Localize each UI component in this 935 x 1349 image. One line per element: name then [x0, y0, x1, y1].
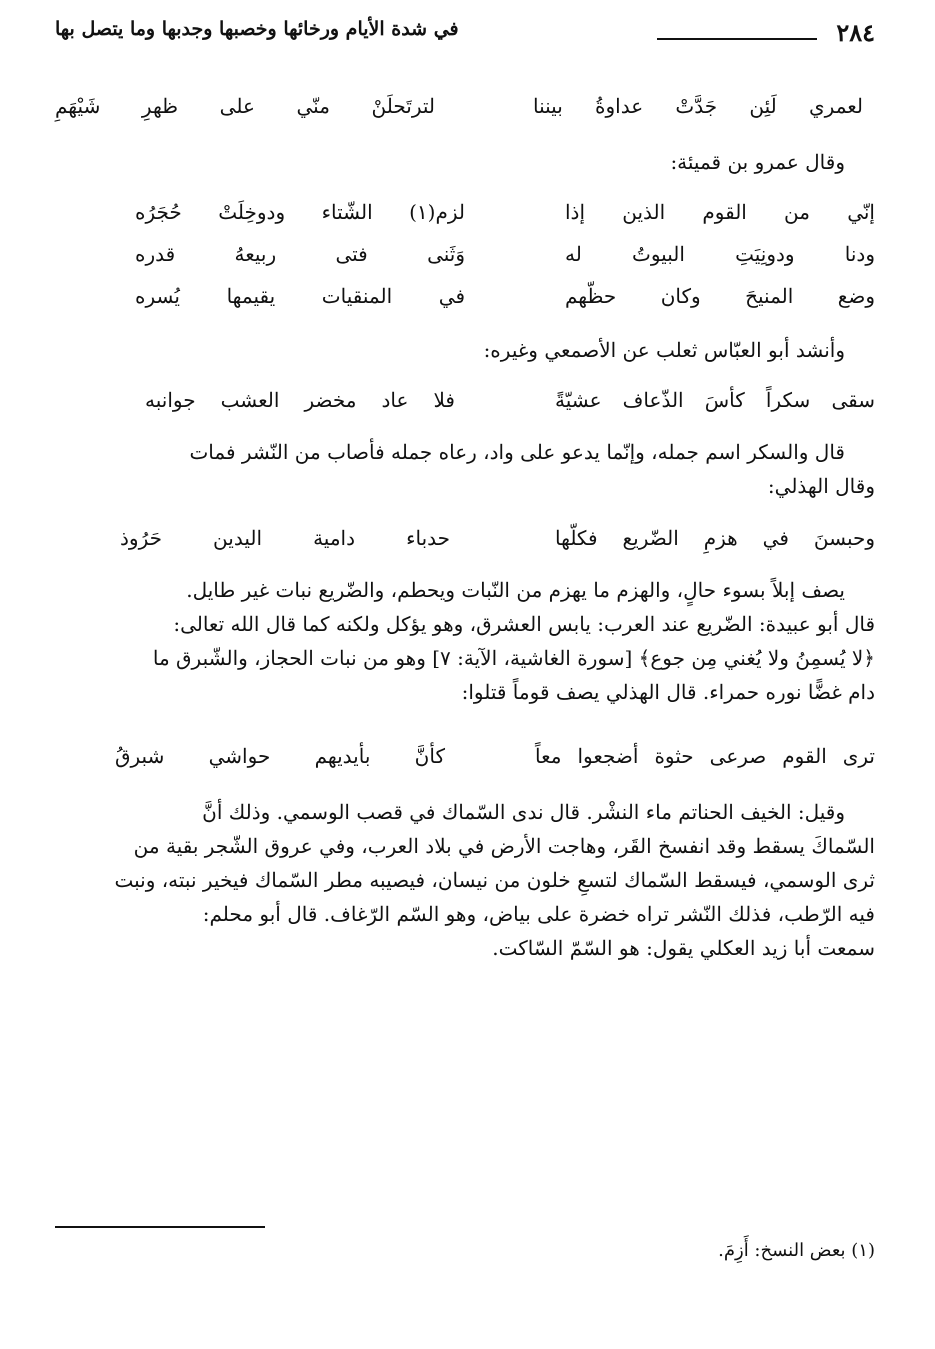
- verse-second-hemistich: حدباء دامية اليدين حَرُوذ: [120, 526, 450, 550]
- verse-first-hemistich: وضع المنيحَ وكان حظّهم: [565, 284, 875, 308]
- verse-line: [55, 198, 875, 228]
- verse-second-hemistich: لزم(١) الشّتاء ودوخِلَتْ حُجَرُه: [135, 200, 465, 224]
- verse-second-hemistich: كأنَّ بأيديهم حواشي شبرقُ: [115, 744, 445, 768]
- verse-line: [55, 524, 875, 554]
- footnote-rule: [55, 1226, 265, 1228]
- verse-first-hemistich: وحبسنَ في هزمِ الضّريع فكلّها: [555, 526, 875, 550]
- text-line: دام غضًّا نوره حمراء. قال الهذلي يصف قوماً قتلوا:: [461, 680, 875, 704]
- page-number: ٢٨٤: [836, 18, 875, 47]
- text-line: وأنشد أبو العبّاس ثعلب عن الأصمعي وغيره:: [483, 338, 845, 362]
- book-page: [55, 14, 875, 1334]
- page-header: [55, 14, 875, 54]
- verse-first-hemistich: ودنا ودونِيَتِ البيوتُ له: [565, 242, 875, 266]
- verse-first-hemistich: إنّي من القوم الذين إذا: [565, 200, 875, 224]
- verse-second-hemistich: لترتَحلَنْ منّي على ظهرِ شَيْهَمِ: [55, 94, 435, 118]
- text-line: فيه الرّطب، فذلك النّشر تراه خضرة على بياض، وهو السّم الرّغاف. قال أبو محلم:: [202, 902, 875, 926]
- text-line: وقال عمرو بن قميئة:: [670, 150, 845, 174]
- text-line: يصف إبلاً بسوء حالٍ، والهزم ما يهزم من النّبات ويحطم، والضّريع نبات غير طايل.: [186, 578, 845, 602]
- verse-line: [55, 742, 875, 772]
- verse-second-hemistich: في المنقيات يقيمها يُسره: [135, 284, 465, 308]
- verse-line: [55, 92, 875, 122]
- verse-second-hemistich: وَثَنى فتى ربيعهُ قدره: [135, 242, 465, 266]
- verse-line: [55, 386, 875, 416]
- text-line: السّماكَ يسقط وقد انفسخ القَر، وهاجت الأرض في بلاد العرب، وفي عروق الشّجر بقية من: [133, 834, 875, 858]
- text-line: قال أبو عبيدة: الضّريع عند العرب: يابس العشرق، وهو يؤكل ولكنه كما قال الله تعالى:: [173, 612, 875, 636]
- text-line: ﴿لا يُسمِنُ ولا يُغني مِن جوع﴾ [سورة الغاشية، الآية: ٧] وهو من نبات الحجاز، والشّبرق ما: [152, 646, 875, 670]
- text-line: ثرى الوسمي، فيسقط السّماك لتسعِ خلون من نيسان، فيصيبه مطر السّماك فيخير نبته، ونبت: [114, 868, 875, 892]
- text-line: قال والسكر اسم جمله، وإنّما يدعو على واد، رعاه جمله فأصاب من النّشر فمات: [189, 440, 845, 464]
- text-line: وقيل: الخيف الحناتم ماء النشْر. قال ندى السّماك في قصب الوسمي. وذلك أنَّ: [202, 800, 845, 824]
- text-line: سمعت أبا زيد العكلي يقول: هو السّمّ السّاكت.: [492, 936, 875, 960]
- text-line: وقال الهذلي:: [767, 474, 875, 498]
- verse-first-hemistich: ترى القوم صرعى حثوة أضجعوا معاً: [535, 744, 875, 768]
- verse-line: [55, 282, 875, 312]
- header-rule: [657, 38, 817, 40]
- verse-second-hemistich: فلا عاد مخضر العشب جوانبه: [145, 388, 455, 412]
- verse-line: [55, 240, 875, 270]
- verse-first-hemistich: سقى سكراً كأسَ الذّعاف عشيّةً: [555, 388, 875, 412]
- running-title: في شدة الأيام ورخائها وخصبها وجدبها وما يتصل بها: [55, 18, 459, 40]
- verse-first-hemistich: لعمري لَئِن جَدَّتْ عداوةُ بيننا: [533, 94, 863, 118]
- footnote: (١) بعض النسخ: أَزِمَ.: [718, 1240, 875, 1261]
